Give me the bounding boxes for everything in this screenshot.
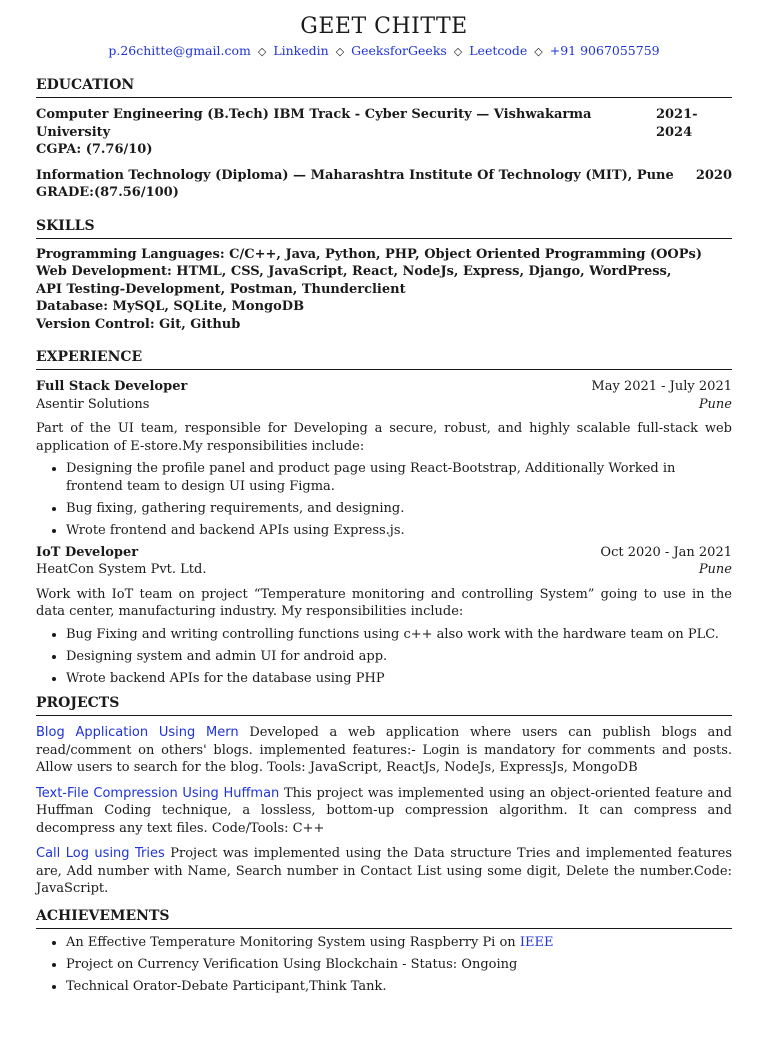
job-role: IoT Developer: [36, 544, 139, 560]
education-years: 2021-2024: [655, 107, 698, 140]
ieee-link[interactable]: IEEE: [519, 934, 554, 950]
project-description: Developed a web application where users can publish blogs and read/comment on others' blogs. implemented features:- Login is mandatory for comments and posts. Allow users to search for the blog. Tools: JavaScript, ReactJs, NodeJs, ExpressJs, MongoDB: [36, 725, 732, 775]
experience-heading: EXPERIENCE: [36, 349, 732, 370]
job-location: Pune: [698, 562, 732, 577]
degree-text: Information Technology (Diploma) — Maharashtra Institute Of Technology (MIT), Pune: [36, 167, 674, 183]
project-title-link[interactable]: Text-File Compression Using Huffman: [36, 785, 280, 801]
job-dates: May 2021 - July 2021: [591, 379, 732, 394]
resume-page: [36, 14, 732, 995]
list-item: • Bug Fixing and writing controlling functions using c++ also work with the hardware team on PLC.: [66, 626, 732, 644]
achievement-text: Technical Orator-Debate Participant,Think Tank.: [66, 978, 387, 994]
responsibility-list: [36, 460, 732, 539]
project-description: Project was implemented using the Data structure Tries and implemented features are, Add number with Name, Search number in Contact List using some digit, Delete the number.Code: JavaScript.: [36, 846, 733, 896]
skills-line: Programming Languages: C/C++, Java, Python, PHP, Object Oriented Programming (OOPs): [36, 246, 702, 262]
list-item: • Designing system and admin UI for android app.: [66, 648, 732, 666]
list-item: • Wrote backend APIs for the database using PHP: [66, 670, 732, 688]
separator-diamond-icon: ◇: [453, 45, 463, 58]
email-link[interactable]: p.26chitte@gmail.com: [108, 43, 251, 58]
geeksforgeeks-link[interactable]: GeeksforGeeks: [351, 43, 447, 58]
achievements-heading: ACHIEVEMENTS: [36, 908, 732, 929]
contact-line: [36, 42, 732, 61]
list-item: • Bug fixing, gathering requirements, and designing.: [66, 500, 732, 518]
separator-diamond-icon: ◇: [335, 45, 345, 58]
job-summary: Part of the UI team, responsible for Developing a secure, robust, and highly scalable full-stack web application of E-store.My responsibilities include:: [36, 421, 732, 454]
project-entry: [36, 724, 732, 777]
skills-heading: SKILLS: [36, 218, 732, 239]
list-item: [66, 978, 732, 996]
leetcode-link[interactable]: Leetcode: [469, 43, 528, 58]
skills-line: API Testing-Development, Postman, Thunderclient: [36, 281, 406, 297]
company-name: HeatCon System Pvt. Ltd.: [36, 562, 207, 577]
project-description: This project was implemented using an object-oriented feature and Huffman Coding technique, a lossless, bottom-up compression algorithm. It can compress and decompress any text files. Code/Tools: C++: [36, 785, 732, 836]
achievements-list: [36, 934, 732, 996]
project-entry: [36, 845, 732, 898]
grade-text: CGPA: (7.76/10): [36, 142, 153, 157]
skills-line: Web Development: HTML, CSS, JavaScript, React, NodeJs, Express, Django, WordPress,: [36, 264, 672, 279]
list-item: [66, 934, 732, 952]
responsibility-list: [36, 626, 732, 688]
list-item: • Designing the profile panel and product page using React-Bootstrap, Additionally Worked in frontend team to design UI using Figma.: [66, 460, 732, 495]
separator-diamond-icon: ◇: [534, 45, 543, 58]
list-item: [66, 956, 732, 974]
job-location: Pune: [698, 396, 732, 412]
phone-link[interactable]: +91 9067055759: [549, 43, 660, 58]
linkedin-link[interactable]: Linkedin: [273, 43, 329, 58]
achievement-text: An Effective Temperature Monitoring System using Raspberry Pi on: [66, 934, 516, 950]
education-heading: EDUCATION: [36, 77, 732, 98]
separator-diamond-icon: ◇: [257, 45, 267, 58]
education-entry: [36, 106, 732, 159]
projects-heading: PROJECTS: [36, 695, 732, 716]
education-years: 2020: [695, 167, 732, 183]
project-entry: [36, 785, 732, 838]
candidate-name: GEET CHITTE: [300, 14, 468, 39]
grade-text: GRADE:(87.56/100): [36, 185, 179, 200]
skills-line: Database: MySQL, SQLite, MongoDB: [36, 299, 305, 314]
experience-entry: [36, 544, 732, 688]
skills-line: Version Control: Git, Github: [36, 316, 241, 332]
achievement-text: Project on Currency Verification Using Blockchain - Status: Ongoing: [66, 956, 518, 972]
degree-text: Computer Engineering (B.Tech) IBM Track - Cyber Security — Vishwakarma University: [36, 107, 592, 140]
job-summary: Work with IoT team on project “Temperature monitoring and controlling System” going to use in the data center, manufacturing industry. My responsibilities include:: [36, 586, 732, 619]
project-title-link[interactable]: Call Log using Tries: [36, 846, 165, 861]
list-item: • Wrote frontend and backend APIs using Express.js.: [66, 522, 732, 540]
education-entry: [36, 167, 732, 202]
experience-entry: [36, 378, 732, 539]
job-role: Full Stack Developer: [36, 379, 188, 394]
company-name: Asentir Solutions: [36, 396, 150, 412]
project-title-link[interactable]: Blog Application Using Mern: [36, 725, 239, 740]
skills-list: [36, 246, 732, 334]
job-dates: Oct 2020 - Jan 2021: [600, 544, 732, 560]
